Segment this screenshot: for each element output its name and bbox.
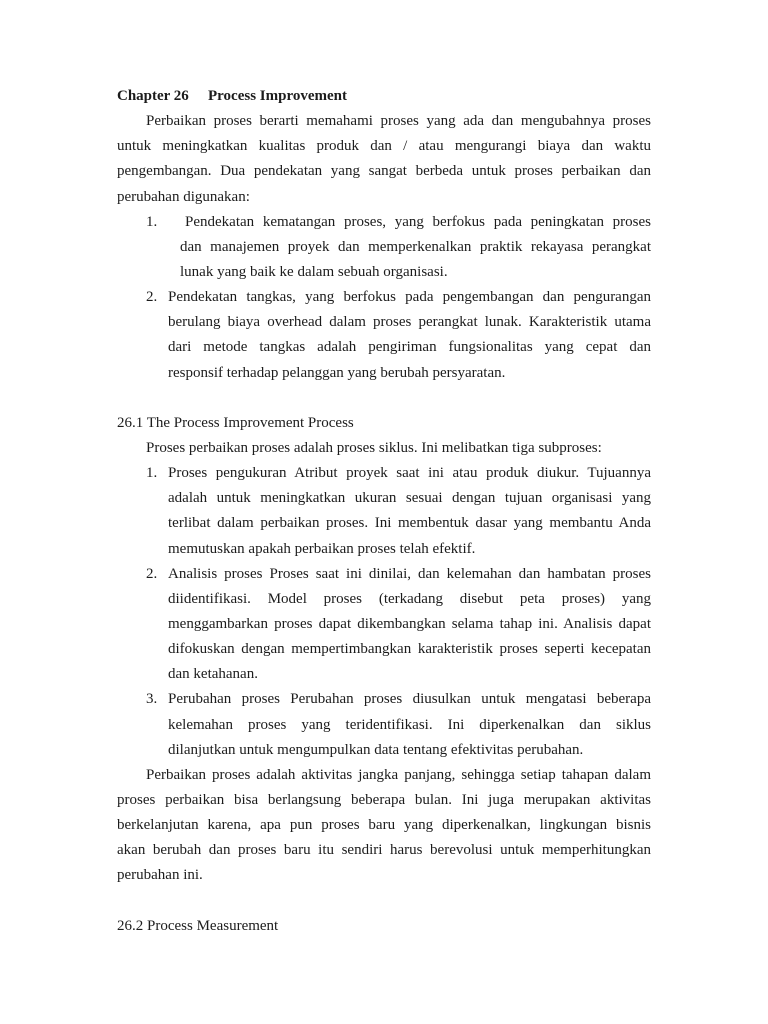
list-item-line: dari metode tangkas adalah pengiriman fungsionalitas yang cepat dan xyxy=(168,339,651,356)
closing-paragraph xyxy=(117,763,651,889)
paragraph-line: berkelanjutan karena, apa pun proses baru yang diperkenalkan, lingkungan bisnis xyxy=(117,817,651,834)
paragraph-line: akan berubah dan proses baru itu sendiri harus berevolusi untuk memperhitungkan xyxy=(117,842,651,859)
list-item-line: terlibat dalam perbaikan proses. Ini membentuk dasar yang membantu Anda xyxy=(168,515,651,532)
subprocess-item xyxy=(117,461,651,562)
list-item-line: Pendekatan tangkas, yang berfokus pada pengembangan dan pengurangan xyxy=(168,289,651,306)
section-intro: Proses perbaikan proses adalah proses siklus. Ini melibatkan tiga subproses: xyxy=(146,439,602,456)
list-item-line: Proses pengukuran Atribut proyek saat ini atau produk diukur. Tujuannya xyxy=(168,465,651,482)
list-item-line: diidentifikasi. Model proses (terkadang disebut peta proses) yang xyxy=(168,590,651,607)
approach-list xyxy=(117,210,651,386)
section-heading: 26.2 Process Measurement xyxy=(117,917,279,934)
blank-line xyxy=(117,889,651,914)
list-item-line: lunak yang baik ke dalam sebuah organisasi. xyxy=(180,263,448,280)
list-item-line: adalah untuk meningkatkan ukuran sesuai dengan tujuan organisasi yang xyxy=(168,490,651,507)
document-body xyxy=(117,84,651,939)
list-number: 3. xyxy=(146,691,158,708)
list-item-line: dilanjutkan untuk mengumpulkan data tentang efektivitas perubahan. xyxy=(168,741,584,758)
chapter-heading xyxy=(117,84,651,109)
section-heading: 26.1 The Process Improvement Process xyxy=(117,414,354,431)
list-number: 1. xyxy=(146,213,158,230)
paragraph-line: untuk meningkatkan kualitas produk dan / atau mengurangi biaya dan waktu xyxy=(117,138,651,155)
paragraph-line: Perbaikan proses berarti memahami proses yang ada dan mengubahnya proses xyxy=(146,113,651,130)
list-item-line: kelemahan proses yang teridentifikasi. Ini diperkenalkan dan siklus xyxy=(168,716,651,733)
paragraph-line: perubahan digunakan: xyxy=(117,188,250,205)
list-item-line: Perubahan proses Perubahan proses diusulkan untuk mengatasi beberapa xyxy=(168,691,651,708)
list-item-line: dan manajemen proyek dan memperkenalkan praktik rekayasa perangkat xyxy=(180,238,651,255)
list-item-line: dan ketahanan. xyxy=(168,666,258,683)
intro-paragraph xyxy=(117,109,651,210)
list-item-line: memutuskan apakah perbaikan proses telah efektif. xyxy=(168,540,476,557)
list-item-line: Pendekatan kematangan proses, yang berfokus pada peningkatan proses xyxy=(185,213,651,230)
paragraph-line: Perbaikan proses adalah aktivitas jangka panjang, sehingga setiap tahapan dalam xyxy=(146,766,651,783)
list-item-line: difokuskan dengan mempertimbangkan karakteristik proses seperti kecepatan xyxy=(168,641,651,658)
subprocess-list xyxy=(117,461,651,763)
paragraph-line: perubahan ini. xyxy=(117,867,203,884)
list-item-line: menggambarkan proses dapat dikembangkan selama tahap ini. Analisis dapat xyxy=(168,615,651,632)
chapter-label: Chapter 26 xyxy=(117,88,189,104)
list-item-line: berulang biaya overhead dalam proses perangkat lunak. Karakteristik utama xyxy=(168,314,651,331)
chapter-title: Process Improvement xyxy=(208,88,347,104)
list-number: 2. xyxy=(146,289,158,306)
list-item-line: Analisis proses Proses saat ini dinilai, dan kelemahan dan hambatan proses xyxy=(168,565,651,582)
approach-item xyxy=(117,210,651,285)
blank-line xyxy=(117,386,651,411)
list-number: 2. xyxy=(146,565,158,582)
list-item-line: responsif terhadap pelanggan yang berubah persyaratan. xyxy=(168,364,506,381)
list-number: 1. xyxy=(146,465,158,482)
subprocess-item xyxy=(117,687,651,762)
paragraph-line: proses perbaikan bisa berlangsung beberapa bulan. Ini juga merupakan aktivitas xyxy=(117,791,651,808)
subprocess-item xyxy=(117,562,651,688)
paragraph-line: pengembangan. Dua pendekatan yang sangat berbeda untuk proses perbaikan dan xyxy=(117,163,651,180)
approach-item xyxy=(117,285,651,386)
